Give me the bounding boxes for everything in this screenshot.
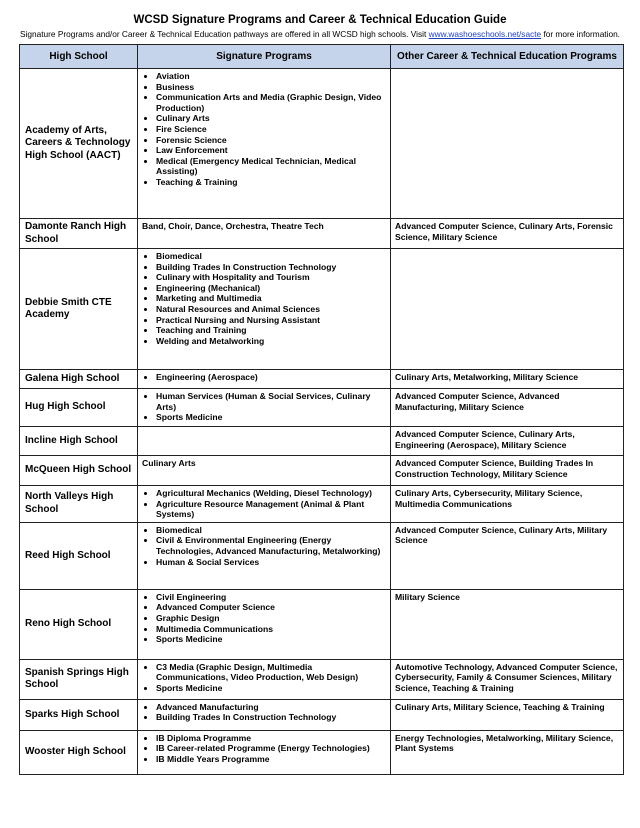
signature-program-item: • Practical Nursing and Nursing Assistant [156,315,386,326]
signature-program-item: • Advanced Computer Science [156,602,386,613]
signature-program-item: • Sports Medicine [156,683,386,694]
signature-program-item: • Culinary Arts [156,113,386,124]
school-name: Incline High School [20,427,138,456]
signature-program-item: • Teaching and Training [156,325,386,336]
signature-program-list [142,372,386,383]
other-cte-programs-cell: Advanced Computer Science, Advanced Manufacturing, Military Science [391,389,624,427]
signature-program-item: • IB Diploma Programme [156,733,386,744]
signature-program-item: • Biomedical [156,251,386,262]
signature-program-item: • Agriculture Resource Management (Animal & Plant Systems) [156,499,386,520]
signature-programs-cell [138,389,391,427]
school-name: Debbie Smith CTE Academy [20,249,138,370]
signature-program-item: • Sports Medicine [156,634,386,645]
other-cte-programs-cell: Advanced Computer Science, Culinary Arts, Engineering (Aerospace), Military Science [391,427,624,456]
signature-program-item: • Sports Medicine [156,412,386,423]
signature-program-list [142,525,386,567]
table-row [20,249,624,370]
signature-program-list [142,251,386,346]
table-row [20,456,624,486]
table-row [20,370,624,389]
signature-program-text: Band, Choir, Dance, Orchestra, Theatre Tech [142,221,324,231]
signature-programs-cell [138,249,391,370]
signature-program-list [142,391,386,423]
table-row [20,589,624,659]
subtitle-text-after: for more information. [541,29,620,39]
signature-program-list [142,488,386,520]
other-cte-programs-cell: Culinary Arts, Military Science, Teaching & Training [391,699,624,730]
signature-program-list [142,662,386,694]
signature-programs-cell [138,427,391,456]
table-header-row [20,45,624,69]
sacte-link[interactable]: www.washoeschools.net/sacte [428,29,542,39]
signature-programs-cell [138,69,391,219]
other-cte-programs-cell: Advanced Computer Science, Building Trades In Construction Technology, Military Science [391,456,624,486]
school-name: McQueen High School [20,456,138,486]
subtitle-text-before: Signature Programs and/or Career & Technical Education pathways are offered in all WCSD high schools. Visit [20,29,429,39]
signature-program-item: • Teaching & Training [156,177,386,188]
other-cte-programs-cell: Military Science [391,589,624,659]
signature-programs-cell [138,589,391,659]
column-header-other-cte-programs: Other Career & Technical Education Programs [391,45,624,69]
table-row [20,730,624,774]
school-name: Wooster High School [20,730,138,774]
other-cte-programs-cell: Advanced Computer Science, Culinary Arts, Forensic Science, Military Science [391,219,624,249]
table-row [20,659,624,699]
signature-program-list [142,733,386,765]
other-cte-programs-cell [391,249,624,370]
signature-program-item: • Civil & Environmental Engineering (Energy Technologies, Advanced Manufacturing, Metalworking) [156,535,386,556]
table-row [20,699,624,730]
table-row [20,389,624,427]
signature-programs-cell [138,219,391,249]
signature-program-item: • Aviation [156,71,386,82]
signature-program-list [142,592,386,645]
other-cte-programs-cell: Automotive Technology, Advanced Computer Science, Cybersecurity, Family & Consumer Sciences, Military Science, Teaching & Training [391,659,624,699]
signature-program-text: Culinary Arts [142,458,196,468]
other-cte-programs-cell: Culinary Arts, Metalworking, Military Science [391,370,624,389]
signature-program-item: • Welding and Metalworking [156,336,386,347]
other-cte-programs-cell: Culinary Arts, Cybersecurity, Military Science, Multimedia Communications [391,486,624,523]
school-name: Damonte Ranch High School [20,219,138,249]
signature-programs-cell [138,730,391,774]
signature-program-item: • Marketing and Multimedia [156,293,386,304]
school-name: Sparks High School [20,699,138,730]
signature-program-item: • Medical (Emergency Medical Technician, Medical Assisting) [156,156,386,177]
school-name: Spanish Springs High School [20,659,138,699]
signature-program-item: • Human & Social Services [156,557,386,568]
other-cte-programs-cell [391,69,624,219]
signature-program-item: • Civil Engineering [156,592,386,603]
signature-program-item: • Building Trades In Construction Technology [156,712,386,723]
signature-program-item: • Engineering (Mechanical) [156,283,386,294]
signature-program-item: • Natural Resources and Animal Sciences [156,304,386,315]
signature-programs-cell [138,456,391,486]
signature-program-item: • Building Trades In Construction Technology [156,262,386,273]
signature-program-item: • Human Services (Human & Social Services, Culinary Arts) [156,391,386,412]
table-row [20,69,624,219]
school-name: Reed High School [20,522,138,589]
signature-program-item: • IB Middle Years Programme [156,754,386,765]
signature-program-item: • Culinary with Hospitality and Tourism [156,272,386,283]
table-row [20,486,624,523]
signature-program-item: • Biomedical [156,525,386,536]
signature-programs-cell [138,659,391,699]
school-name: Academy of Arts, Careers & Technology High School (AACT) [20,69,138,219]
signature-program-item: • Graphic Design [156,613,386,624]
column-header-signature-programs: Signature Programs [138,45,391,69]
signature-program-item: • Engineering (Aerospace) [156,372,386,383]
signature-program-item: • Communication Arts and Media (Graphic Design, Video Production) [156,92,386,113]
signature-program-item: • Multimedia Communications [156,624,386,635]
other-cte-programs-cell: Energy Technologies, Metalworking, Military Science, Plant Systems [391,730,624,774]
column-header-high-school: High School [20,45,138,69]
signature-program-item: • Forensic Science [156,135,386,146]
page-subtitle [0,29,640,39]
signature-program-list [142,71,386,188]
signature-program-item: • Advanced Manufacturing [156,702,386,713]
signature-programs-cell [138,699,391,730]
signature-program-item: • Fire Science [156,124,386,135]
signature-program-item: • Agricultural Mechanics (Welding, Diesel Technology) [156,488,386,499]
signature-programs-cell [138,486,391,523]
signature-programs-cell [138,522,391,589]
table-body [20,69,624,775]
signature-program-list [142,702,386,723]
signature-program-item: • C3 Media (Graphic Design, Multimedia Communications, Video Production, Web Design) [156,662,386,683]
programs-table [19,44,624,775]
page-title: WCSD Signature Programs and Career & Technical Education Guide [133,14,507,26]
school-name: Hug High School [20,389,138,427]
table-row [20,522,624,589]
signature-program-item: • Law Enforcement [156,145,386,156]
school-name: North Valleys High School [20,486,138,523]
signature-program-item: • Business [156,82,386,93]
other-cte-programs-cell: Advanced Computer Science, Culinary Arts, Military Science [391,522,624,589]
signature-programs-cell [138,370,391,389]
table-row [20,427,624,456]
signature-program-item: • IB Career-related Programme (Energy Technologies) [156,743,386,754]
school-name: Reno High School [20,589,138,659]
table-row [20,219,624,249]
school-name: Galena High School [20,370,138,389]
